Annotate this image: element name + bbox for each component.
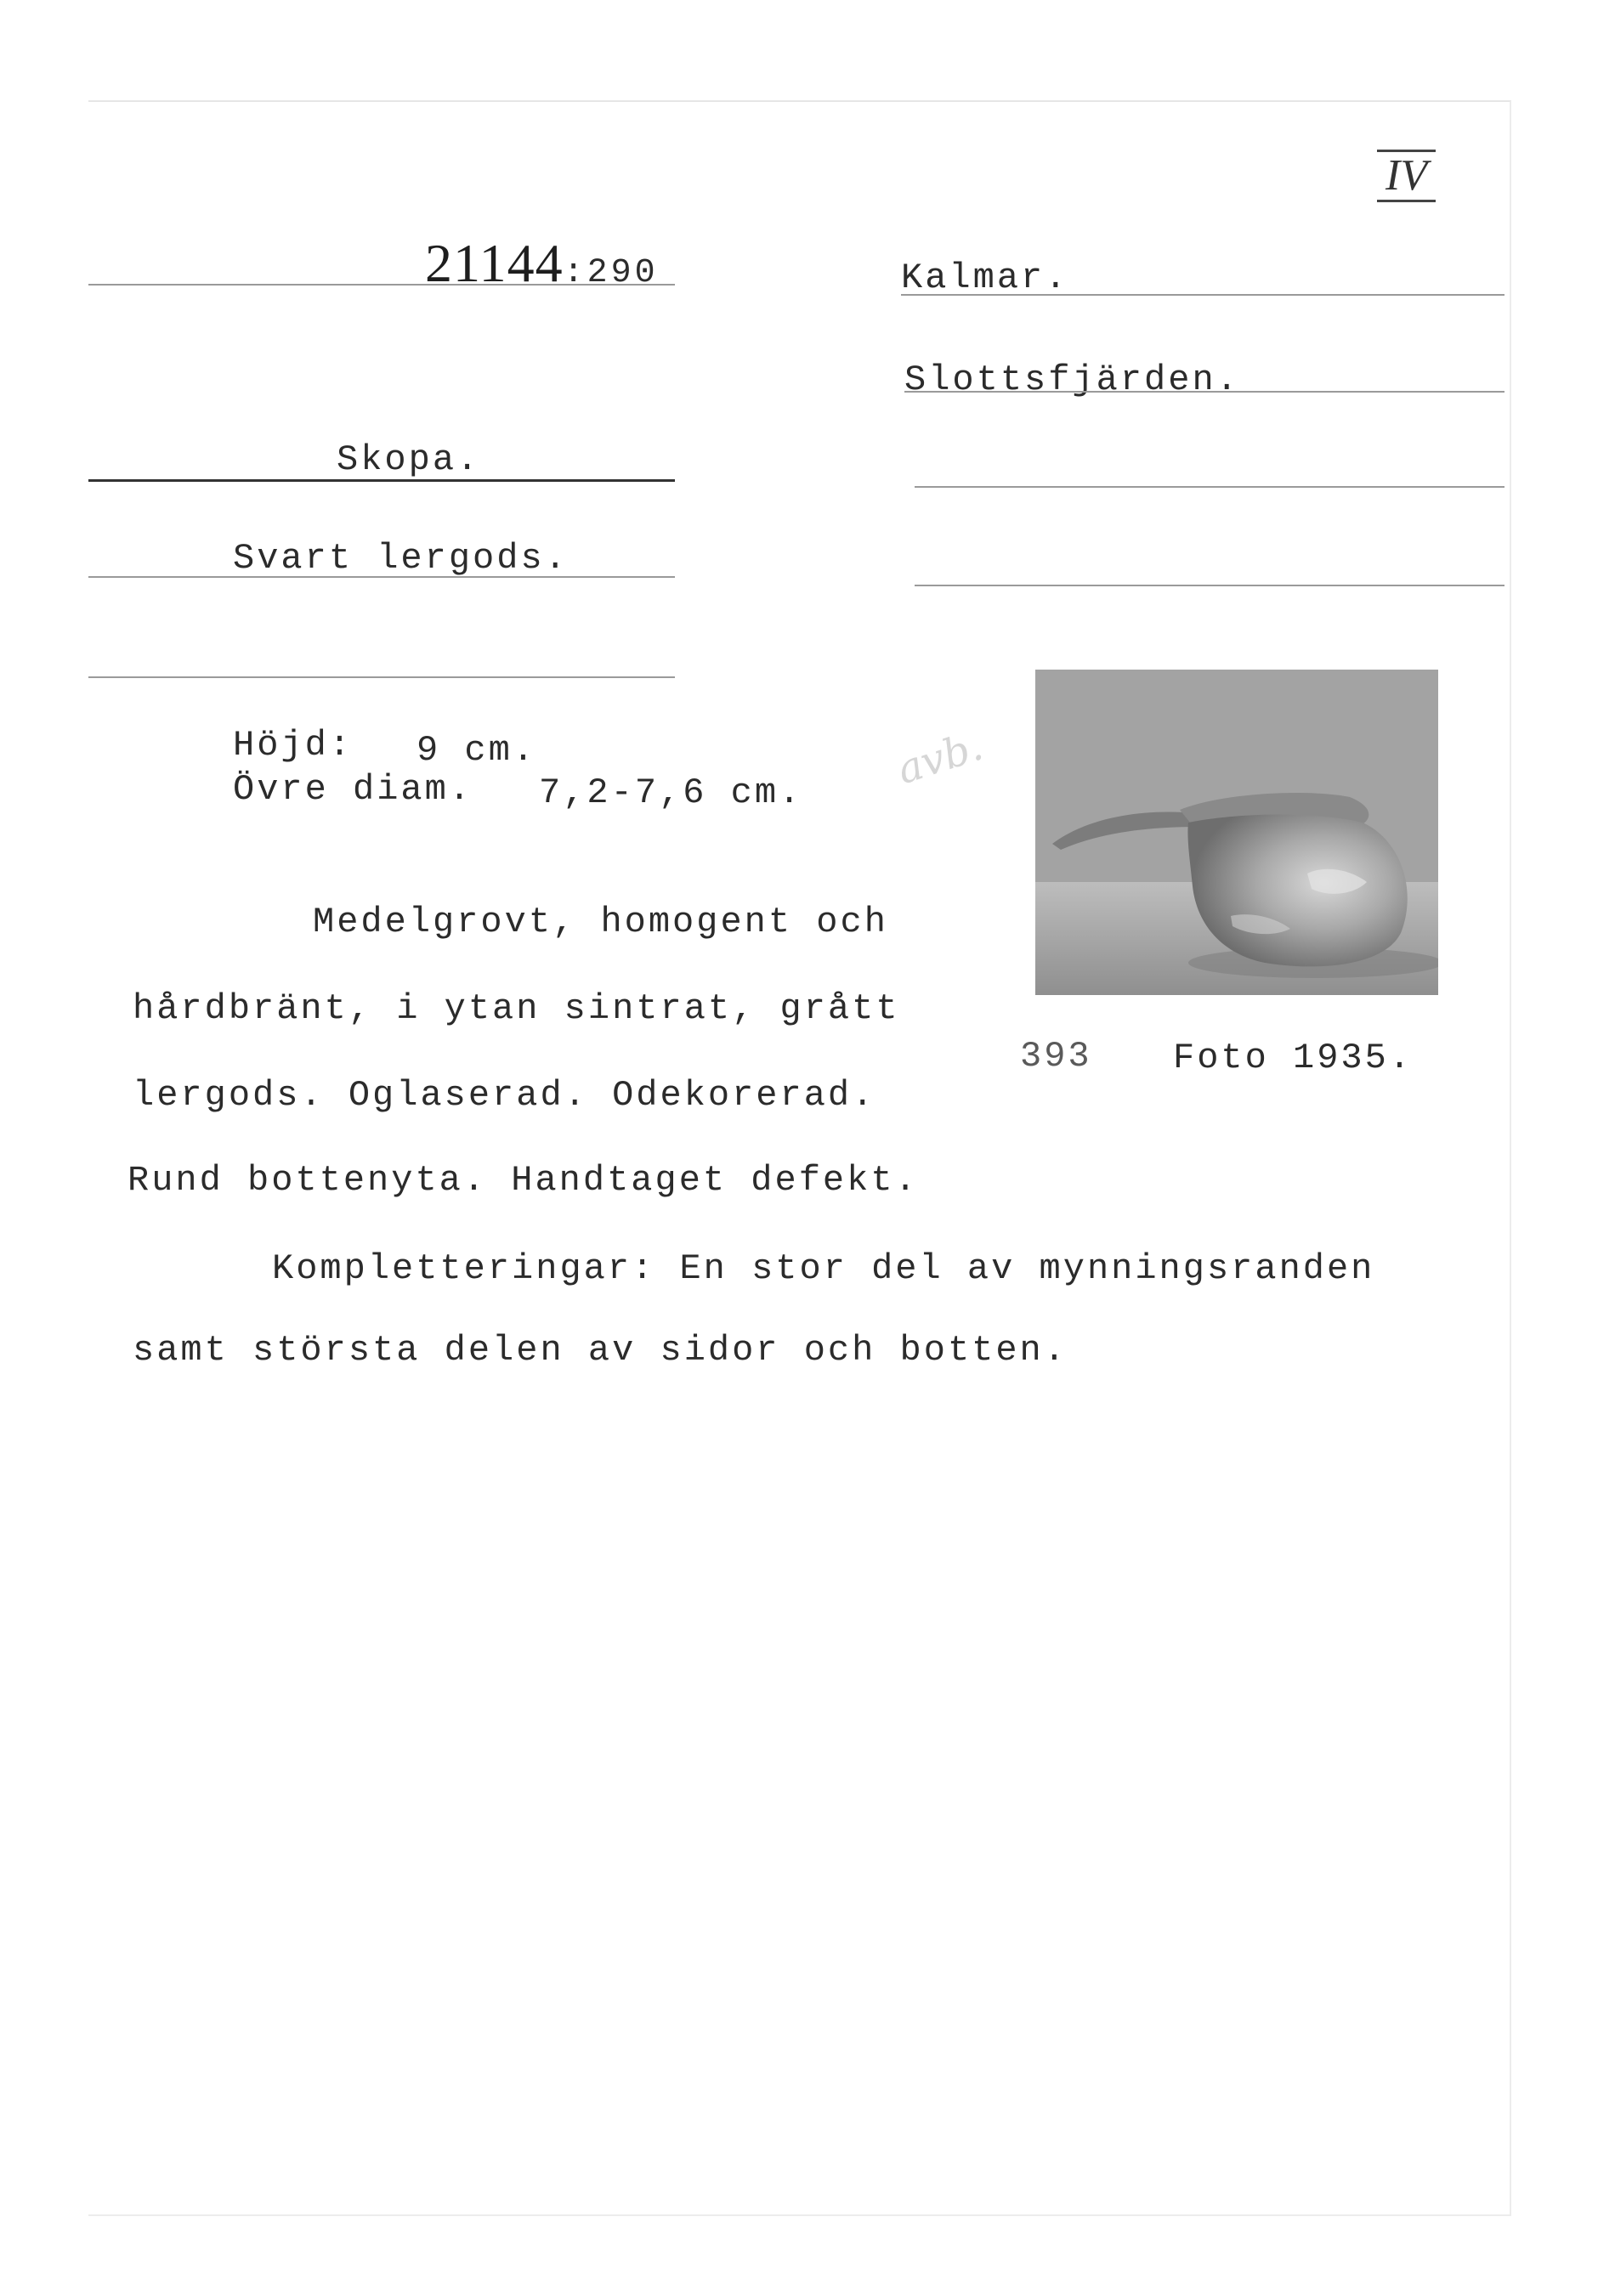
- height-label: Höjd:: [233, 725, 354, 766]
- completion-line: samt största delen av sidor och botten.: [133, 1330, 1068, 1371]
- roman-numeral-mark: IV: [1377, 150, 1436, 202]
- catalog-number-main: 21144: [425, 233, 564, 293]
- description-line: Medelgrovt, homogent och: [313, 902, 888, 942]
- site-rule: [904, 391, 1504, 393]
- description-line: Rund bottenyta. Handtaget defekt.: [128, 1160, 919, 1201]
- catalog-card: [88, 100, 1511, 2216]
- diameter-label: Övre diam.: [233, 769, 473, 810]
- diameter-value: 7,2-7,6 cm.: [539, 772, 803, 813]
- object-name: Skopa.: [337, 439, 481, 480]
- site-name: Slottsfjärden.: [904, 359, 1240, 400]
- blank-rule-right-1: [915, 486, 1504, 488]
- pencil-note: avb.: [891, 721, 989, 795]
- blank-rule-right-2: [915, 585, 1504, 586]
- blank-rule-left: [88, 676, 675, 678]
- completion-line: Kompletteringar: En stor del av mynningsranden: [272, 1248, 1375, 1289]
- description-line: hårdbränt, i ytan sintrat, grått: [133, 988, 900, 1029]
- place-rule: [901, 294, 1504, 296]
- object-name-rule: [88, 479, 675, 482]
- material: Svart lergods.: [233, 538, 569, 579]
- height-value: 9 cm.: [416, 730, 537, 771]
- description-line: lergods. Oglaserad. Odekorerad.: [133, 1075, 876, 1116]
- catalog-number-sub: :290: [563, 254, 659, 292]
- place-name: Kalmar.: [901, 257, 1069, 298]
- object-photograph: [1035, 670, 1438, 995]
- material-rule: [88, 576, 675, 578]
- catalog-number: [425, 233, 659, 293]
- scoop-image: [1035, 670, 1438, 995]
- photo-caption: Foto 1935.: [1173, 1038, 1414, 1078]
- photo-number: 393: [1020, 1036, 1092, 1077]
